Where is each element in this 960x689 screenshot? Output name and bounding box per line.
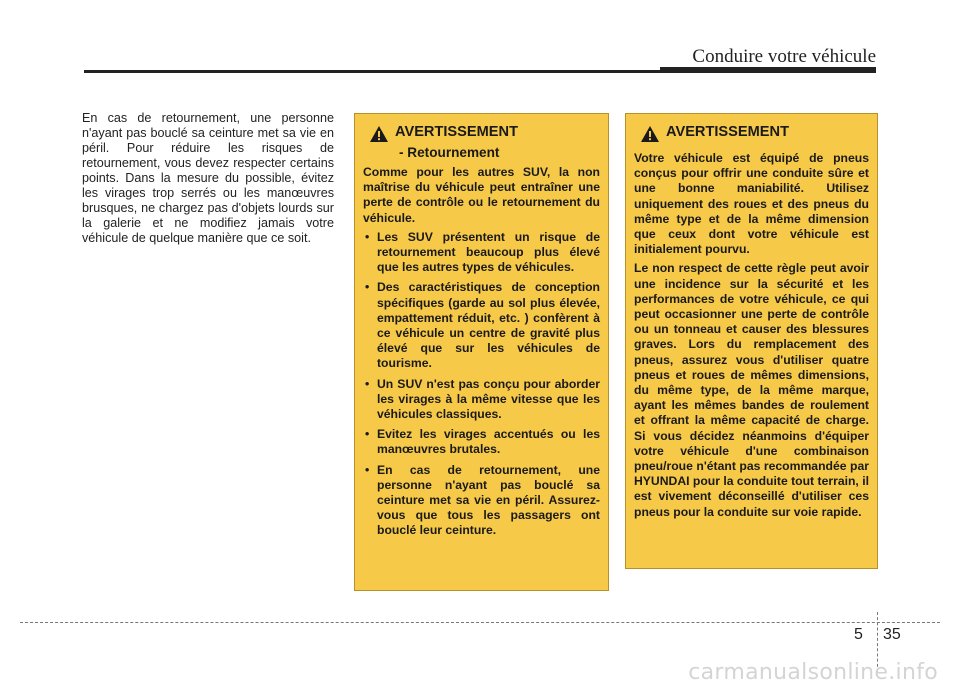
list-item: • Des caractéristiques de conception spécifiques (garde au sol plus élevée, empattement réduit, etc. ) confèrent à ce véhicule un centre de gravité plus élevé que sur les véhicules de tourisme.	[363, 280, 600, 371]
warning-paragraph-2: Le non respect de cette règle peut avoir une incidence sur la sécurité et les performances de votre véhicule, ce qui peut occasionner une perte de contrôle ou un tonneau et causer des blessures graves. Lors du remplacement des pneus, assurez vous d'utiliser quatre pneus et roues de mêmes dimensions, du même type, de la même marque, ayant les mêmes bandes de roulement et offrant la même capacité de charge. Si vous décidez néanmoins d'équiper votre véhicule d'une combinaison pneu/roue n'étant pas recommandée par HYUNDAI pour la conduite tout terrain, il est vivement déconseillé d'utiliser ces pneus pour la conduite sur voie rapide.	[634, 261, 869, 519]
chapter-number: 5	[854, 626, 863, 643]
list-item: • En cas de retournement, une personne n'ayant pas bouclé sa ceinture met sa vie en péril. Assurez-vous que tous les passagers ont bouclé leur ceinture.	[363, 463, 600, 539]
warning-box-rollover	[354, 113, 609, 591]
warning-triangle-icon	[369, 125, 389, 143]
warning-heading	[369, 124, 600, 143]
warning-title: AVERTISSEMENT	[666, 124, 789, 140]
warning-triangle-icon	[640, 125, 660, 143]
warning-bullet-list	[363, 230, 600, 539]
list-item: • Evitez les virages accentués ou les manœuvres brutales.	[363, 427, 600, 457]
footer-dashed-rule	[20, 622, 940, 623]
warning-lead: Comme pour les autres SUV, la non maîtrise du véhicule peut entraîner une perte de contrôle ou le retournement du véhicule.	[363, 165, 600, 225]
warning-title: AVERTISSEMENT	[395, 124, 518, 140]
warning-box-tires	[625, 113, 878, 569]
header-rule	[84, 70, 876, 73]
list-item: • Un SUV n'est pas conçu pour aborder les virages à la même vitesse que les véhicules classiques.	[363, 377, 600, 423]
warning-subtitle: - Retournement	[399, 145, 500, 160]
watermark: carmanualsonline.info	[688, 660, 938, 685]
warning-paragraph-1: Votre véhicule est équipé de pneus conçus pour offrir une conduite sûre et une bonne maniabilité. Utilisez uniquement des roues et des pneus du même type et de la même dimension que ceux dont votre véhicule est initialement pourvu.	[634, 151, 869, 257]
page-number: 35	[883, 626, 901, 643]
list-item: • Les SUV présentent un risque de retournement beaucoup plus élevé que les autres types de véhicules.	[363, 230, 600, 276]
intro-paragraph: En cas de retournement, une personne n'ayant pas bouclé sa ceinture met sa vie en péril. Pour réduire les risques de retournement, vous devez respecter certains points. Dans la mesure du possible, évitez les virages trop serrés ou les manœuvres brusques, ne chargez pas d'objets lourds sur la galerie et ne modifiez jamais votre véhicule de quelque manière que ce soit.	[82, 111, 334, 245]
warning-heading	[640, 124, 869, 143]
page-header-title: Conduire votre véhicule	[692, 46, 876, 67]
